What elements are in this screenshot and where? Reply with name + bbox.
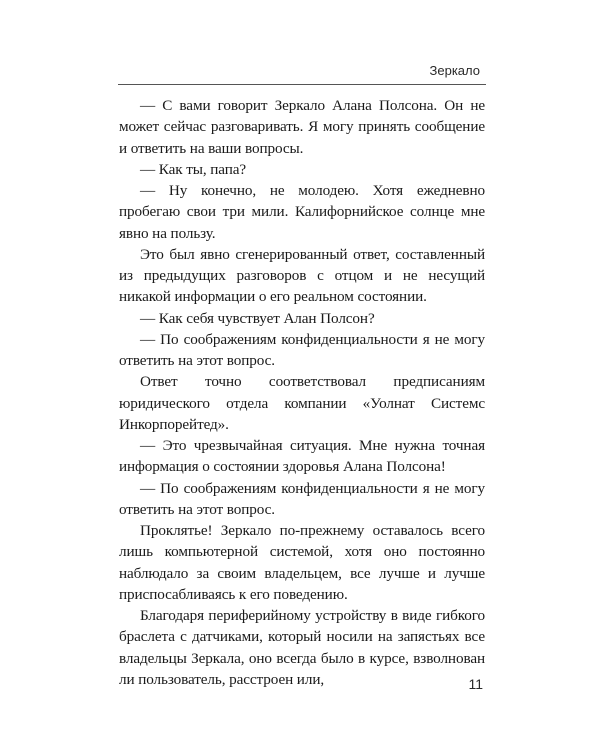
paragraph-11: Благодаря периферийному устройству в виде гибкого браслета с датчиками, который носили на запястьях все владельцы Зеркала, оно всегда было в курсе, взволнован ли пользователь, расстроен или, — [119, 607, 485, 688]
paragraph-9: — По соображениям конфиденциальности я не могу ответить на этот вопрос. — [119, 479, 485, 518]
paragraph-3: — Ну конечно, не молодею. Хотя ежедневно пробегаю свои три мили. Калифорнийское солнце мне явно на пользу. — [119, 182, 485, 242]
header-rule — [118, 84, 486, 85]
paragraph-6: — По соображениям конфиденциальности я не могу ответить на этот вопрос. — [119, 330, 485, 369]
paragraph-1: — С вами говорит Зеркало Алана Полсона. Он не может сейчас разговаривать. Я могу принять сообщение и ответить на ваши вопросы. — [119, 97, 485, 157]
paragraph-4: Это был явно сгенерированный ответ, составленный из предыдущих разговоров с отцом и не несущий никакой информации о его реальном состоянии. — [119, 245, 485, 306]
paragraph-7: Ответ точно соответствовал предписаниям юридического отдела компании «Уолнат Системс Инкорпорейтед». — [119, 373, 485, 433]
paragraph-5: — Как себя чувствует Алан Полсон? — [140, 309, 375, 327]
running-title: Зеркало — [429, 63, 480, 78]
paragraph-8: — Это чрезвычайная ситуация. Мне нужна точная информация о состоянии здоровья Алана Полсона! — [119, 437, 485, 476]
paragraph-2: — Как ты, папа? — [140, 160, 247, 178]
page-number: 11 — [468, 676, 483, 692]
page-body — [119, 95, 485, 690]
paragraph-10: Проклятье! Зеркало по-прежнему оставалось всего лишь компьютерной системой, хотя оно постоянно наблюдало за своим владельцем, все лучше и лучше приспосабливаясь к его поведению. — [119, 522, 485, 603]
